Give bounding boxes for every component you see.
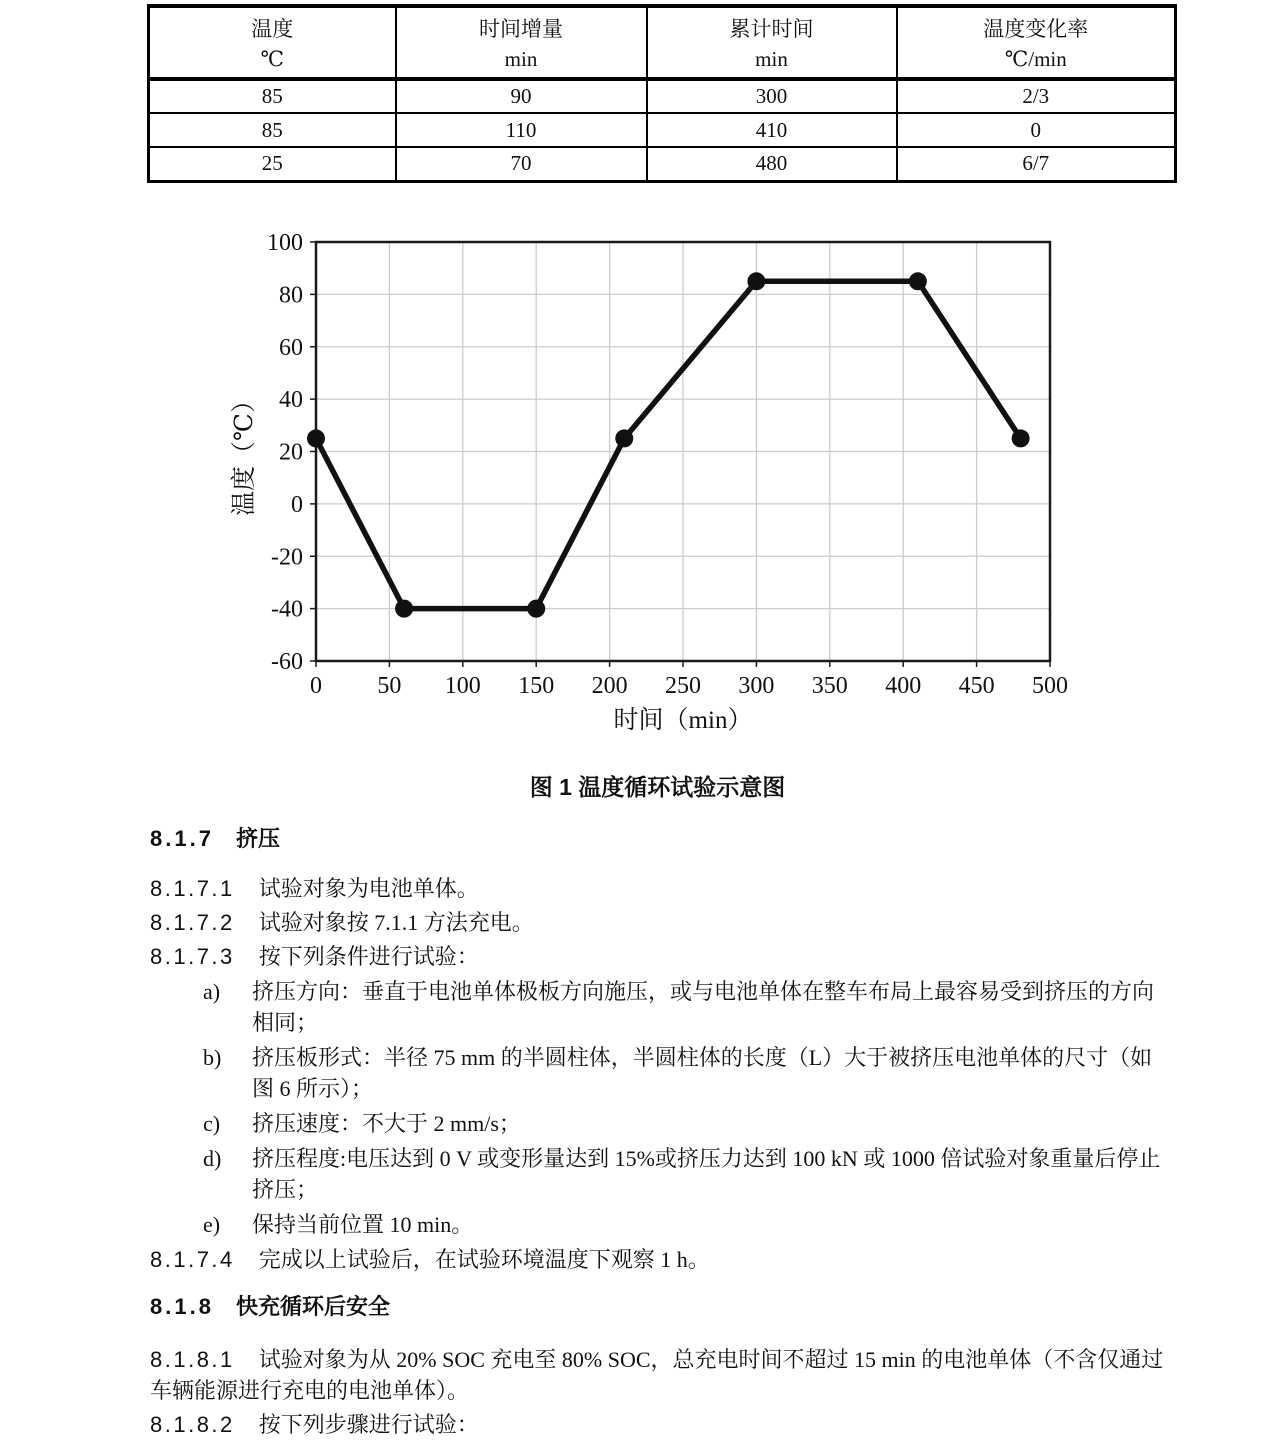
y-tick-label: 40 <box>279 387 303 414</box>
table-cell: 85 <box>149 113 396 147</box>
list-item-label: a) <box>203 979 221 1004</box>
column-unit: ℃ <box>260 46 284 71</box>
data-point-marker <box>615 429 633 447</box>
section-heading <box>150 1291 1165 1322</box>
y-tick-label: 100 <box>267 230 303 256</box>
column-header-2 <box>647 6 897 79</box>
y-tick-label: 0 <box>291 491 303 518</box>
x-tick-label: 400 <box>885 673 922 699</box>
table-row <box>149 113 1176 147</box>
table-cell: 300 <box>647 79 897 113</box>
column-name: 时间增量 <box>479 16 563 41</box>
clause-number: 8.1.8.1 <box>150 1347 235 1372</box>
table-cell: 2/3 <box>897 79 1176 113</box>
data-point-marker <box>909 272 927 290</box>
data-point-marker <box>527 600 545 618</box>
clause-text: 试验对象为从 20% SOC 充电至 80% SOC，总充电时间不超过 15 min 的电池单体（不含仅通过车辆能源进行充电的电池单体）。 <box>150 1347 1164 1403</box>
y-tick-label: 80 <box>279 282 303 309</box>
column-name: 温度变化率 <box>983 16 1089 41</box>
table-cell: 480 <box>647 147 897 181</box>
clause-number: 8.1.7.4 <box>150 1247 235 1272</box>
list-item-label: e) <box>203 1212 221 1237</box>
clause-text: 试验对象为电池单体。 <box>258 876 479 901</box>
section-title: 挤压 <box>235 826 280 851</box>
list-item-label: b) <box>203 1045 222 1070</box>
x-tick-label: 450 <box>958 673 995 699</box>
clause-text: 按下列步骤进行试验： <box>258 1412 479 1437</box>
clause-paragraph <box>150 941 1165 972</box>
y-axis-label: 温度（℃） <box>231 388 258 516</box>
column-header-1 <box>396 6 647 79</box>
clause-paragraph <box>150 1244 1165 1275</box>
x-tick-label: 0 <box>310 673 322 699</box>
clause-number: 8.1.7.2 <box>150 910 235 935</box>
table-cell: 410 <box>647 113 897 147</box>
list-item <box>150 976 1165 1038</box>
clause-paragraph <box>150 873 1165 904</box>
x-tick-label: 50 <box>377 673 402 699</box>
list-item-text: 保持当前位置 10 min。 <box>252 1212 474 1237</box>
table-cell: 0 <box>897 113 1176 147</box>
temperature-cycle-chart <box>0 230 1280 760</box>
list-item-text: 挤压程度:电压达到 0 V 或变形量达到 15%或挤压力达到 100 kN 或 1000 倍试验对象重量后停止挤压； <box>252 1146 1161 1202</box>
data-line <box>316 281 1021 608</box>
list-item <box>150 1143 1165 1205</box>
table-cell: 85 <box>149 79 396 113</box>
clause-text: 完成以上试验后，在试验环境温度下观察 1 h。 <box>258 1247 710 1272</box>
section-number: 8.1.8 <box>150 1294 214 1319</box>
x-tick-label: 200 <box>591 673 628 699</box>
x-axis-label: 时间（min） <box>613 707 753 734</box>
clause-number: 8.1.8.2 <box>150 1412 235 1437</box>
data-point-marker <box>307 429 325 447</box>
y-tick-label: -40 <box>271 596 303 623</box>
table-cell: 90 <box>396 79 647 113</box>
table-header <box>149 6 1176 79</box>
list-item <box>150 1108 1165 1139</box>
table-cell: 25 <box>149 147 396 181</box>
document-text <box>150 823 1165 1440</box>
column-unit: ℃/min <box>1004 46 1067 71</box>
y-tick-label: 20 <box>279 439 303 466</box>
table-body <box>149 79 1176 181</box>
clause-text: 按下列条件进行试验： <box>258 944 479 969</box>
table-row <box>149 79 1176 113</box>
list-item-text: 挤压速度：不大于 2 mm/s； <box>252 1111 521 1136</box>
x-tick-label: 500 <box>1032 673 1068 699</box>
x-tick-label: 300 <box>738 673 775 699</box>
data-point-marker <box>747 272 765 290</box>
x-tick-label: 100 <box>444 673 481 699</box>
clause-paragraph <box>150 907 1165 938</box>
section-heading <box>150 823 1165 854</box>
table-cell: 110 <box>396 113 647 147</box>
list-item <box>150 1209 1165 1240</box>
table-row <box>149 147 1176 181</box>
y-tick-label: 60 <box>279 334 303 361</box>
figure-caption: 图 1 温度循环试验示意图 <box>529 774 786 800</box>
clause-paragraph <box>150 1409 1165 1440</box>
x-tick-label: 350 <box>811 673 848 699</box>
list-item <box>150 1042 1165 1104</box>
table-header-row <box>149 6 1176 79</box>
data-point-marker <box>1012 429 1030 447</box>
column-header-3 <box>897 6 1176 79</box>
table-cell: 70 <box>396 147 647 181</box>
clause-paragraph <box>150 1344 1165 1406</box>
temperature-cycle-table <box>147 4 1177 183</box>
column-unit: min <box>755 46 788 71</box>
y-tick-label: -60 <box>271 649 303 675</box>
column-name: 温度 <box>251 16 294 41</box>
list-item-label: c) <box>203 1111 221 1136</box>
column-unit: min <box>504 46 538 71</box>
clause-text: 试验对象按 7.1.1 方法充电。 <box>258 910 534 935</box>
clause-number: 8.1.7.3 <box>150 944 235 969</box>
y-tick-label: -20 <box>271 544 303 571</box>
list-item-label: d) <box>203 1146 222 1171</box>
x-tick-label: 250 <box>665 673 701 699</box>
clause-number: 8.1.7.1 <box>150 876 235 901</box>
column-header-0 <box>149 6 396 79</box>
table-cell: 6/7 <box>897 147 1176 181</box>
list-item-text: 挤压板形式：半径 75 mm 的半圆柱体，半圆柱体的长度（L）大于被挤压电池单体的尺寸（如图 6 所示）； <box>252 1045 1153 1101</box>
x-tick-label: 150 <box>518 673 555 699</box>
section-title: 快充循环后安全 <box>235 1294 390 1319</box>
section-number: 8.1.7 <box>150 826 214 851</box>
list-item-text: 挤压方向：垂直于电池单体极板方向施压，或与电池单体在整车布局上最容易受到挤压的方向相同； <box>252 979 1155 1035</box>
data-point-marker <box>395 600 413 618</box>
column-name: 累计时间 <box>729 16 814 41</box>
